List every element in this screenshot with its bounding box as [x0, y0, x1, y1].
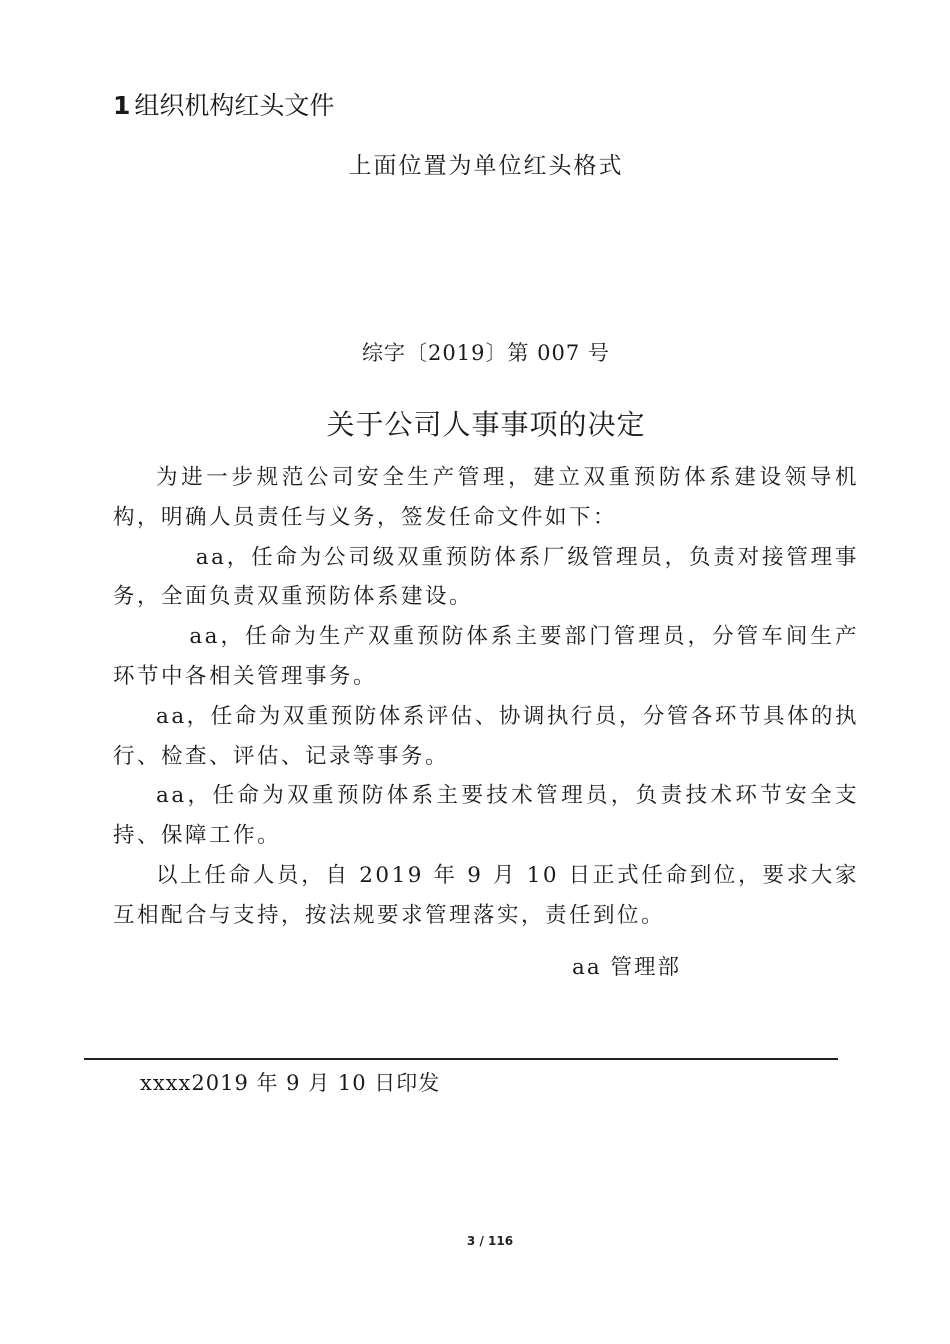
paragraph-appointment-1: aa，任命为公司级双重预防体系厂级管理员，负责对接管理事务，全面负责双重预防体系建设。	[113, 544, 859, 610]
document-title: 关于公司人事事项的决定	[326, 408, 646, 441]
signature-department: aa 管理部	[572, 955, 681, 980]
paragraph-appointment-3: aa，任命为双重预防体系评估、协调执行员，分管各环节具体的执行、检查、评估、记录等事务。	[113, 703, 859, 769]
paragraph-intro: 为进一步规范公司安全生产管理，建立双重预防体系建设领导机构，明确人员责任与义务，签发任命文件如下：	[113, 465, 859, 530]
letterhead-placeholder-note: 上面位置为单位红头格式	[348, 153, 624, 179]
document-body	[113, 458, 859, 936]
paragraph-closing: 以上任命人员，自 2019 年 9 月 10 日正式任命到位，要求大家互相配合与支持，按法规要求管理落实，责任到位。	[113, 862, 859, 928]
section-heading	[113, 88, 334, 124]
paragraph-appointment-4: aa，任命为双重预防体系主要技术管理员，负责技术环节安全支持、保障工作。	[113, 783, 859, 849]
section-number: 1	[113, 91, 131, 120]
section-title: 组织机构红头文件	[134, 91, 335, 120]
paragraph-appointment-2: aa，任命为生产双重预防体系主要部门管理员，分管车间生产环节中各相关管理事务。	[113, 624, 859, 689]
document-number: 综字〔2019〕第 007 号	[362, 341, 610, 365]
page-number: 3 / 116	[466, 1234, 514, 1248]
issue-date-line: xxxx2019 年 9 月 10 日印发	[140, 1071, 441, 1095]
footer-divider	[84, 1058, 838, 1060]
